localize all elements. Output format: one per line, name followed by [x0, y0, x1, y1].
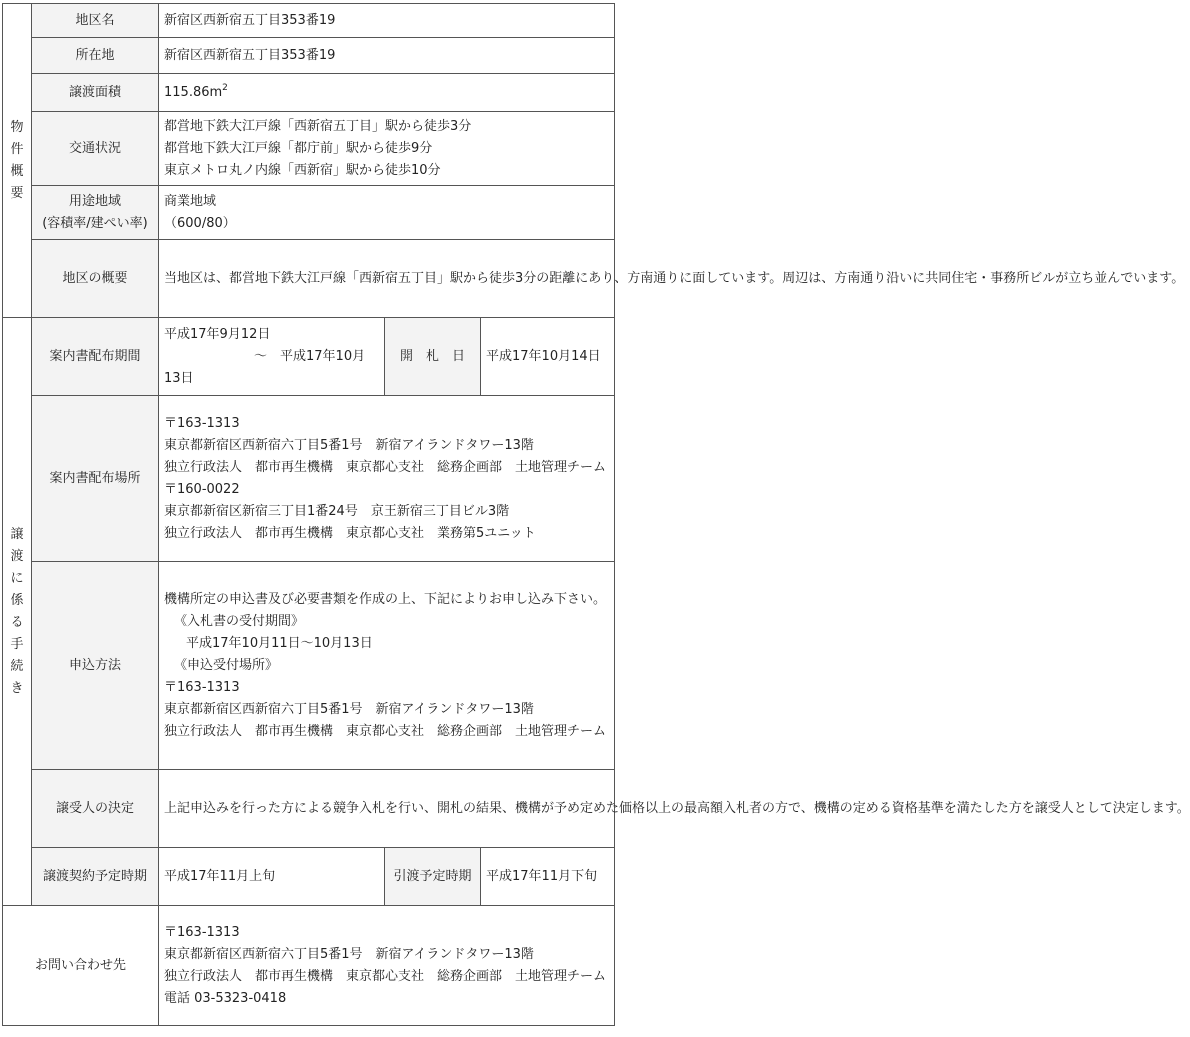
- district-label: 地区名: [32, 4, 159, 38]
- row-contact: [3, 906, 615, 1026]
- row-district: [3, 4, 615, 38]
- zoning-label: 用途地域 (容積率/建ぺい率): [32, 186, 159, 240]
- contract-value: 平成17年11月上旬: [159, 848, 385, 906]
- application-value: 機構所定の申込書及び必要書類を作成の上、下記によりお申し込み下さい。 《入札書の受付期間》 平成17年10月11日～10月13日 《申込受付場所》 〒163-1313 東京都新宿区西新宿六丁目5番1号 新宿アイランドタワー13階 独立行政法人 都市再生機構 東京都心支社 総務企画部 土地管理チーム: [159, 562, 615, 770]
- row-decision: [3, 770, 615, 848]
- location-label: 所在地: [32, 38, 159, 74]
- application-label: 申込方法: [32, 562, 159, 770]
- transport-line: 都営地下鉄大江戸線「都庁前」駅から徒歩9分: [164, 140, 433, 156]
- transport-label: 交通状況: [32, 112, 159, 186]
- row-location: [3, 38, 615, 74]
- property-sale-table: [2, 3, 1190, 1026]
- row-distribution-place: [3, 396, 615, 562]
- area-label: 譲渡面積: [32, 74, 159, 112]
- overview-label: 地区の概要: [32, 240, 159, 318]
- handover-value: 平成17年11月下旬: [481, 848, 615, 906]
- procedure-group-label: 譲 渡 に 係 る 手 続 き: [3, 318, 32, 906]
- distribution-period-value: 平成17年9月12日 ～ 平成17年10月 13日: [159, 318, 385, 396]
- row-area: [3, 74, 615, 112]
- contact-phone: 電話 03-5323-0418: [164, 990, 287, 1006]
- row-transport: [3, 112, 615, 186]
- contract-label: 譲渡契約予定時期: [32, 848, 159, 906]
- bid-date-label: 開 札 日: [385, 318, 481, 396]
- transport-line: 都営地下鉄大江戸線「西新宿五丁目」駅から徒歩3分: [164, 118, 472, 134]
- handover-label: 引渡予定時期: [385, 848, 481, 906]
- contact-label: お問い合わせ先: [3, 906, 159, 1026]
- row-overview: [3, 240, 615, 318]
- row-distribution-period: [3, 318, 615, 396]
- row-zoning: [3, 186, 615, 240]
- row-contract: [3, 848, 615, 906]
- bid-date-value: 平成17年10月14日: [481, 318, 615, 396]
- zoning-value: 商業地域 （600/80）: [159, 186, 615, 240]
- contact-value: 〒163-1313 東京都新宿区西新宿六丁目5番1号 新宿アイランドタワー13階 独立行政法人 都市再生機構 東京都心支社 総務企画部 土地管理チーム 電話 03-5323-0418: [159, 906, 615, 1026]
- decision-label: 譲受人の決定: [32, 770, 159, 848]
- overview-value: 当地区は、都営地下鉄大江戸線「西新宿五丁目」駅から徒歩3分の距離にあり、方南通りに面しています。周辺は、方南通り沿いに共同住宅・事務所ビルが立ち並んでいます。: [159, 240, 615, 318]
- area-value: $115.86m^2$: [159, 74, 615, 112]
- transport-line: 東京メトロ丸ノ内線「西新宿」駅から徒歩10分: [164, 162, 441, 178]
- transport-value: [159, 112, 615, 186]
- distribution-period-label: 案内書配布期間: [32, 318, 159, 396]
- property-overview-group-label: 物 件 概 要: [3, 4, 32, 318]
- decision-value: 上記申込みを行った方による競争入札を行い、開札の結果、機構が予め定めた価格以上の最高額入札者の方で、機構の定める資格基準を満たした方を譲受人として決定します。: [159, 770, 615, 848]
- row-application: [3, 562, 615, 770]
- distribution-place-value: 〒163-1313 東京都新宿区西新宿六丁目5番1号 新宿アイランドタワー13階 独立行政法人 都市再生機構 東京都心支社 総務企画部 土地管理チーム 〒160-0022 東京都新宿区新宿三丁目1番24号 京王新宿三丁目ビル3階 独立行政法人 都市再生機構 東京都心支社 業務第5ユニット: [159, 396, 615, 562]
- district-value: 新宿区西新宿五丁目353番19: [159, 4, 615, 38]
- location-value: 新宿区西新宿五丁目353番19: [159, 38, 615, 74]
- distribution-place-label: 案内書配布場所: [32, 396, 159, 562]
